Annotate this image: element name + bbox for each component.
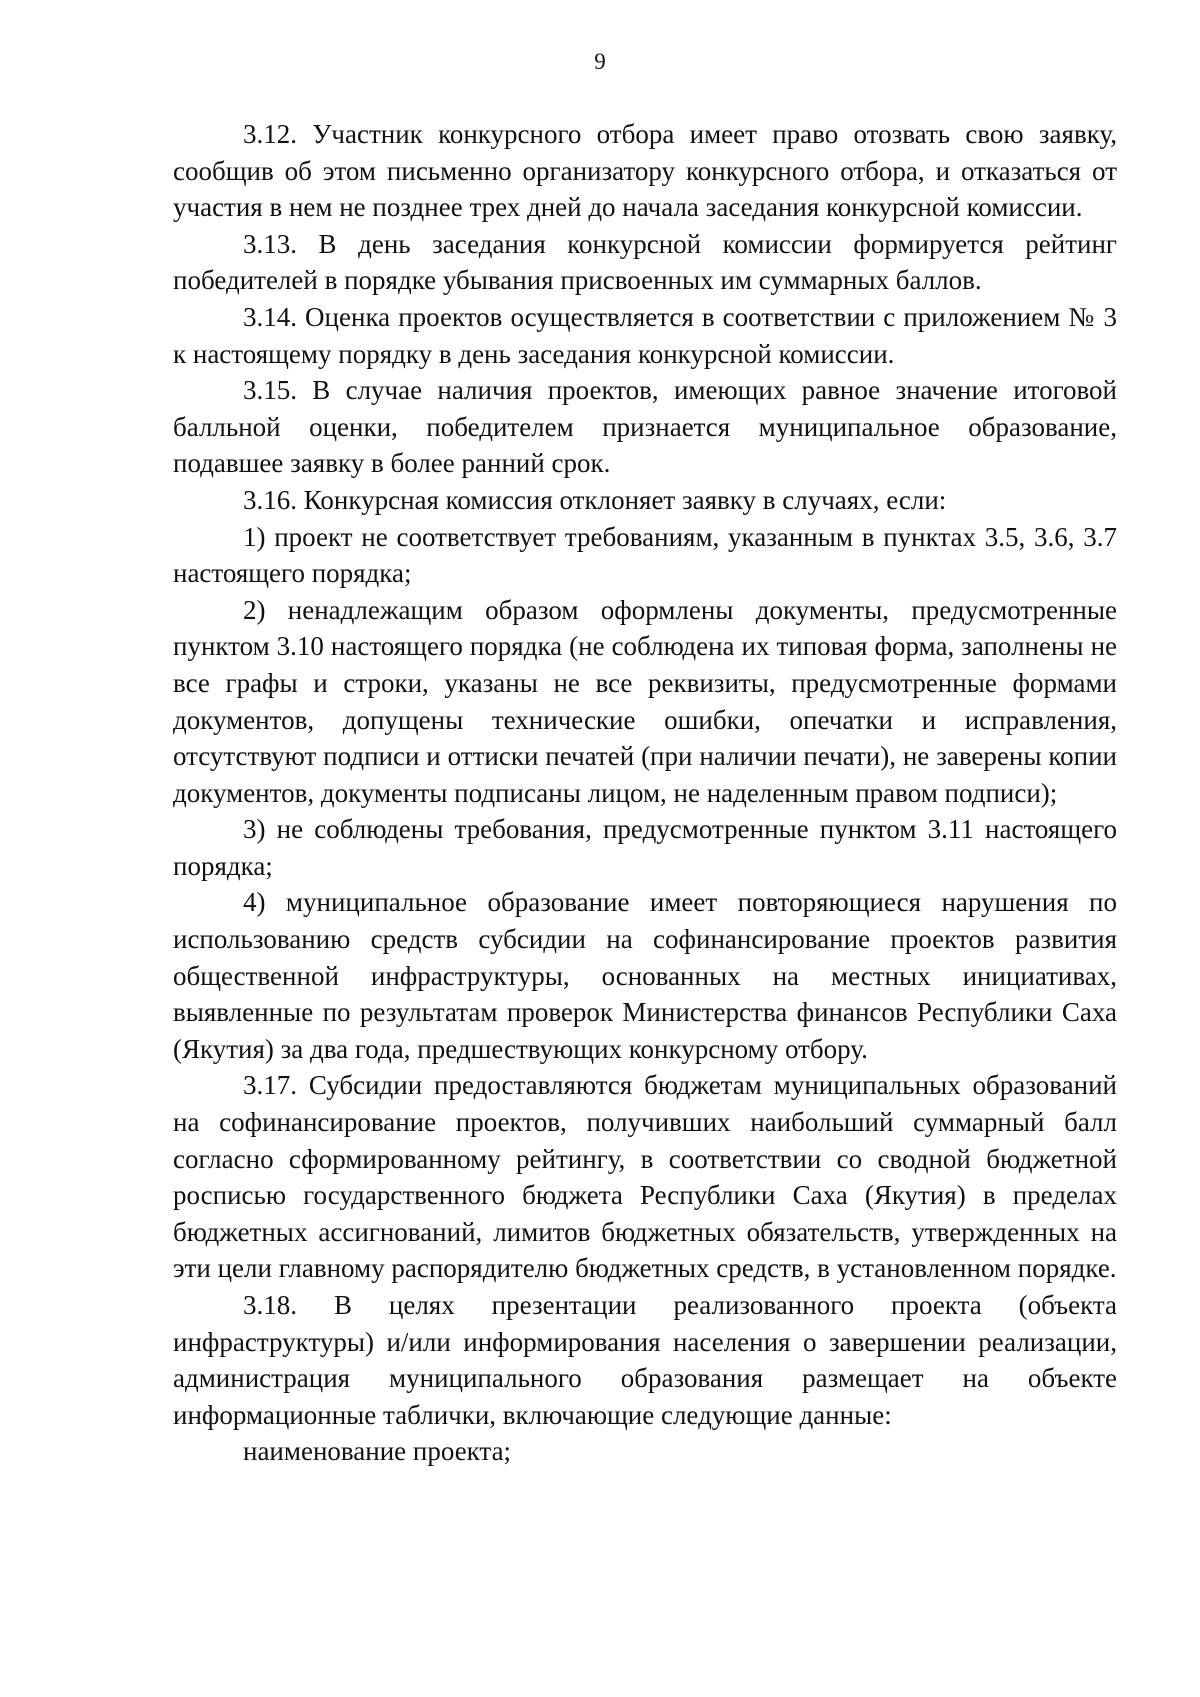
paragraph-3-15: 3.15. В случае наличия проектов, имеющих равное значение итоговой балльной оценки, победителем признается муниципальное образование, подавшее заявку в более ранний срок. (173, 375, 1117, 479)
list-item-3: 3) не соблюдены требования, предусмотренные пунктом 3.11 настоящего порядка; (173, 814, 1117, 881)
paragraph-3-14: 3.14. Оценка проектов осуществляется в соответствии с приложением № 3 к настоящему порядку в день заседания конкурсной комиссии. (173, 301, 1117, 369)
paragraph-3-12: 3.12. Участник конкурсного отбора имеет право отозвать свою заявку, сообщив об этом письменно организатору конкурсного отбора, и отказаться от участия в нем не позднее трех дней до начала заседания конкурсной комиссии. (173, 119, 1117, 223)
page-number: 9 (594, 49, 606, 74)
paragraph-3-13: 3.13. В день заседания конкурсной комиссии формируется рейтинг победителей в порядке убывания присвоенных им суммарных баллов. (173, 228, 1117, 296)
list-item-2: 2) ненадлежащим образом оформлены документы, предусмотренные пунктом 3.10 настоящего порядка (не соблюдена их типовая форма, заполнены не все графы и строки, указаны не все реквизиты, предусмотренные формами документов, допущены технические ошибки, опечатки и исправления, отсутствуют подписи и оттиски печатей (при наличии печати), не заверены копии документов, документы подписаны лицом, не наделенным правом подписи); (173, 594, 1117, 808)
document-body (173, 116, 1117, 1470)
paragraph-3-18: 3.18. В целях презентации реализованного проекта (объекта инфраструктуры) и/или информирования населения о завершении реализации, администрация муниципального образования размещает на объекте информационные таблички, включающие следующие данные: (173, 1290, 1117, 1430)
list-item-project-name: наименование проекта; (243, 1436, 512, 1467)
paragraph-3-16: 3.16. Конкурсная комиссия отклоняет заявку в случаях, если: (243, 484, 947, 515)
list-item-4: 4) муниципальное образование имеет повторяющиеся нарушения по использованию средств субсидии на софинансирование проектов развития общественной инфраструктуры, основанных на местных инициативах, выявленные по результатам проверок Министерства финансов Республики Саха (Якутия) за два года, предшествующих конкурсному отбору. (173, 887, 1117, 1064)
list-item-1: 1) проект не соответствует требованиям, указанным в пунктах 3.5, 3.6, 3.7 настоящего порядка; (173, 521, 1117, 589)
paragraph-3-17: 3.17. Субсидии предоставляются бюджетам муниципальных образований на софинансирование проектов, получивших наибольший суммарный балл согласно сформированному рейтингу, в соответствии со сводной бюджетной росписью государственного бюджета Республики Саха (Якутия) в пределах бюджетных ассигнований, лимитов бюджетных обязательств, утвержденных на эти цели главному распорядителю бюджетных средств, в установленном порядке. (173, 1070, 1117, 1284)
